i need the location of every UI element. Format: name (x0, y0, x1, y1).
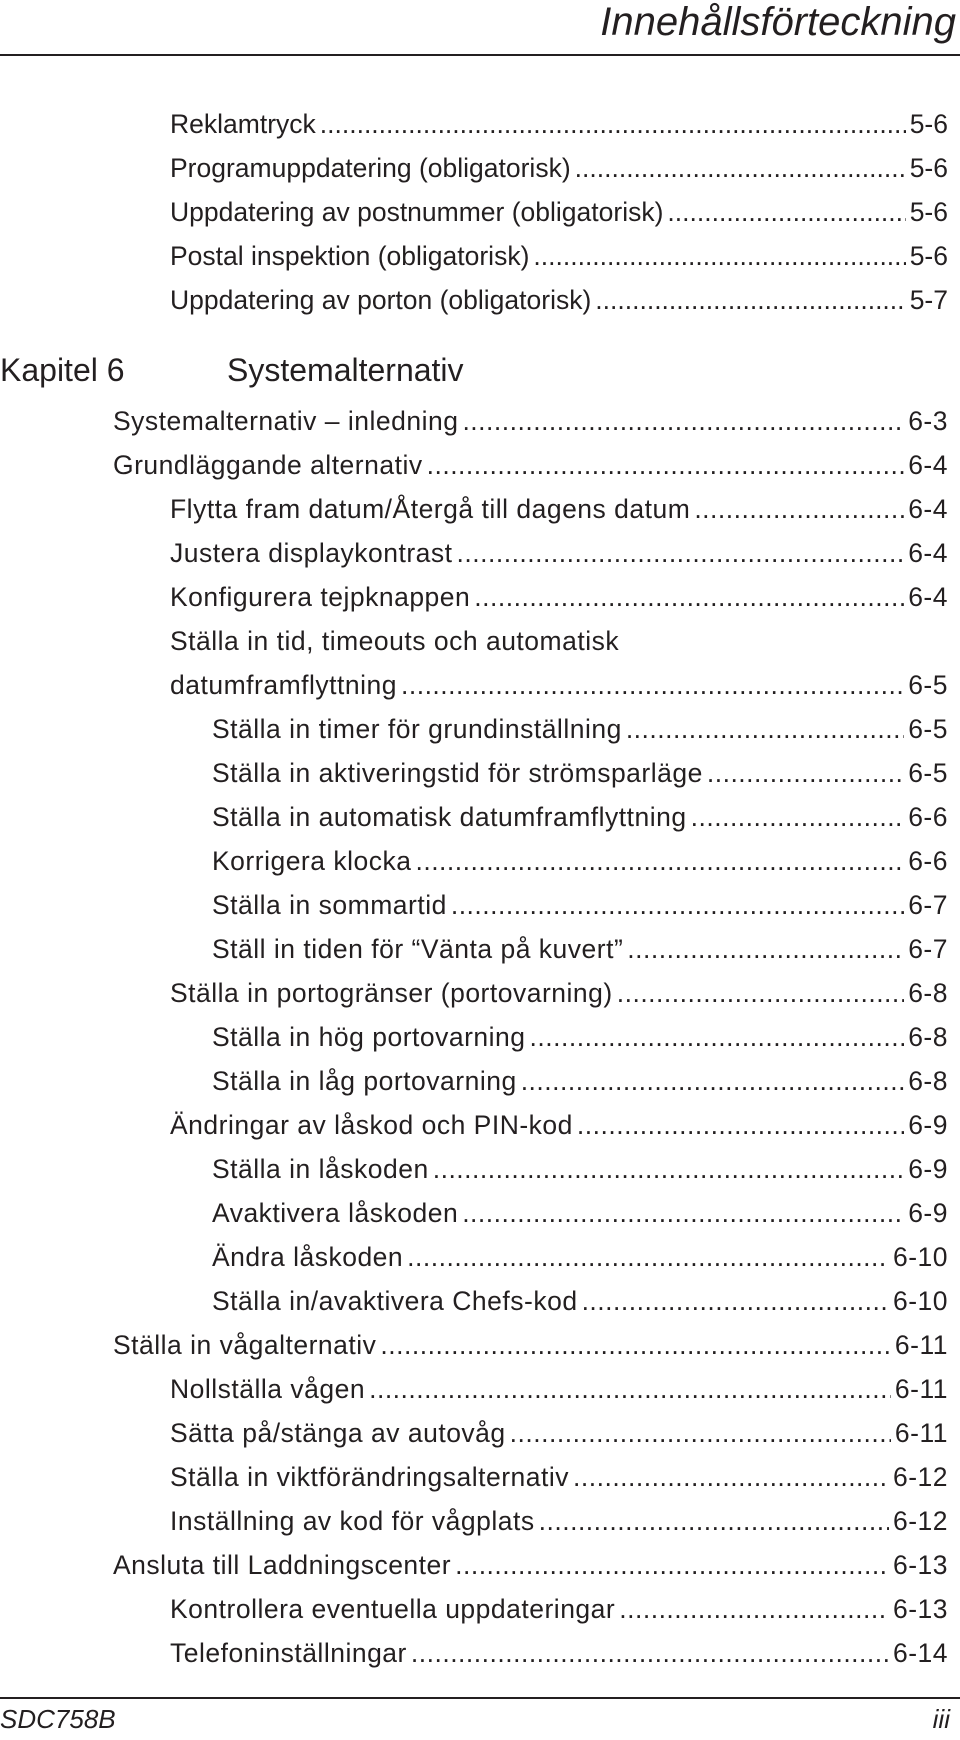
toc-entry[interactable] (212, 841, 948, 881)
toc-entry[interactable] (113, 401, 948, 441)
toc-entry[interactable] (170, 973, 948, 1013)
toc-entry-title: Telefoninställningar (170, 1638, 407, 1668)
toc-entry-title: Ansluta till Laddningscenter (113, 1550, 452, 1580)
toc-leader-dots (380, 1325, 891, 1365)
toc-leader-dots (582, 1281, 889, 1321)
toc-entry[interactable] (170, 1589, 948, 1629)
toc-entry[interactable] (170, 280, 948, 320)
toc-entry[interactable] (212, 753, 948, 793)
toc-entry-page: 6-9 (908, 1198, 948, 1228)
toc-entry-page: 6-7 (908, 934, 948, 964)
toc-entry-title: Ställa in sommartid (212, 890, 447, 920)
toc-leader-dots (626, 709, 904, 749)
toc-entry[interactable] (212, 1281, 948, 1321)
toc-entry-page: 6-11 (894, 1418, 948, 1448)
footer-rule (0, 1697, 960, 1699)
toc-entry[interactable] (170, 1633, 948, 1673)
toc-entry-title: Inställning av kod för vågplats (170, 1506, 535, 1536)
toc-entry-page: 6-4 (908, 582, 948, 612)
toc-leader-dots (691, 797, 905, 837)
toc-entry-page: 5-6 (909, 153, 948, 183)
toc-leader-dots (627, 929, 904, 969)
toc-entry-page: 5-6 (909, 241, 948, 271)
toc-entry-title: Ställa in portogränser (portovarning) (170, 978, 613, 1008)
toc-entry-page: 6-10 (892, 1286, 948, 1316)
toc-leader-dots (320, 104, 906, 144)
toc-entry[interactable] (212, 1061, 948, 1101)
toc-entry[interactable] (170, 104, 948, 144)
toc-leader-dots (533, 236, 905, 276)
toc-entry-page: 6-8 (908, 1022, 948, 1052)
toc-entry[interactable] (212, 929, 948, 969)
toc-entry-page: 6-6 (908, 802, 948, 832)
toc-leader-dots (433, 1149, 904, 1189)
toc-entry-title: datumframflyttning (170, 670, 397, 700)
toc-entry-title: Flytta fram datum/Återgå till dagens datum (170, 494, 691, 524)
toc-entry-title: Programuppdatering (obligatorisk) (170, 153, 571, 183)
toc-entry-title: Nollställa vågen (170, 1374, 366, 1404)
footer-page-number: iii (932, 1704, 950, 1734)
toc-entry[interactable] (212, 885, 948, 925)
toc-entry-page: 6-3 (908, 406, 948, 436)
toc-entry[interactable] (113, 445, 948, 485)
toc-entry-page: 6-11 (894, 1330, 948, 1360)
toc-entry[interactable] (113, 1545, 948, 1585)
toc-entry-page: 6-4 (908, 450, 948, 480)
toc-leader-dots (369, 1369, 891, 1409)
toc-leader-dots (462, 401, 904, 441)
toc-entry-page: 6-11 (894, 1374, 948, 1404)
toc-entry-page: 6-8 (908, 978, 948, 1008)
toc-leader-dots (474, 577, 904, 617)
toc-leader-dots (619, 1589, 889, 1629)
toc-entry-page: 5-6 (909, 109, 948, 139)
toc-entry-page: 6-7 (908, 890, 948, 920)
toc-leader-dots (415, 841, 904, 881)
toc-entry[interactable] (170, 665, 948, 705)
toc-entry[interactable] (170, 1369, 948, 1409)
toc-entry[interactable] (113, 1325, 948, 1365)
toc-leader-dots (457, 533, 905, 573)
toc-entry-title: Ställ in tiden för “Vänta på kuvert” (212, 934, 624, 964)
toc-entry-title: Reklamtryck (170, 109, 316, 139)
toc-entry-page: 6-4 (908, 538, 948, 568)
toc-entry-title: Uppdatering av postnummer (obligatorisk) (170, 197, 664, 227)
toc-entry-page: 6-13 (892, 1594, 948, 1624)
toc-leader-dots (401, 665, 904, 705)
toc-leader-dots (411, 1633, 889, 1673)
toc-entry-title: Ändringar av låskod och PIN-kod (170, 1110, 573, 1140)
toc-entry-page: 6-13 (892, 1550, 948, 1580)
toc-entry-page: 6-4 (908, 494, 948, 524)
toc-entry[interactable] (170, 236, 948, 276)
toc-entry-title: Ställa in låskoden (212, 1154, 429, 1184)
toc-entry-title: Ställa in automatisk datumframflyttning (212, 802, 687, 832)
page-title: Innehållsförteckning (600, 0, 956, 44)
toc-entry-title: Postal inspektion (obligatorisk) (170, 241, 530, 271)
toc-entry-title: Ställa in/avaktivera Chefs-kod (212, 1286, 578, 1316)
toc-entry-page: 6-6 (908, 846, 948, 876)
toc-entry-page: 5-7 (909, 285, 948, 315)
toc-entry[interactable] (170, 1501, 948, 1541)
toc-entry-title: Ställa in viktförändringsalternativ (170, 1462, 569, 1492)
toc-entry-page: 6-5 (908, 670, 948, 700)
toc-entry[interactable] (212, 709, 948, 749)
toc-leader-dots (462, 1193, 904, 1233)
toc-entry[interactable] (212, 1017, 948, 1057)
toc-entry-page: 6-10 (892, 1242, 948, 1272)
toc-entry[interactable] (212, 797, 948, 837)
toc-leader-dots (577, 1105, 904, 1145)
toc-entry-page: 5-6 (909, 197, 948, 227)
toc-entry-title: Ändra låskoden (212, 1242, 404, 1272)
toc-entry-title: Avaktivera låskoden (212, 1198, 459, 1228)
toc-entry[interactable] (170, 577, 948, 617)
toc-entry-page: 6-14 (892, 1638, 948, 1668)
toc-leader-dots (617, 973, 904, 1013)
toc-entry-page: 6-5 (908, 714, 948, 744)
toc-leader-dots (455, 1545, 889, 1585)
toc-entry-page: 6-9 (908, 1110, 948, 1140)
toc-entry-title: Ställa in vågalternativ (113, 1330, 377, 1360)
toc-entry[interactable] (170, 533, 948, 573)
toc-entry-title: Uppdatering av porton (obligatorisk) (170, 285, 592, 315)
toc-entry-page: 6-5 (908, 758, 948, 788)
toc-entry-title-line1: Ställa in tid, timeouts och automatisk (170, 626, 620, 656)
toc-entry-title: Justera displaykontrast (170, 538, 453, 568)
toc-entry-title: Sätta på/stänga av autovåg (170, 1418, 506, 1448)
toc-entry-page: 6-12 (892, 1462, 948, 1492)
toc-entry[interactable] (170, 489, 948, 529)
toc-entry-title: Kontrollera eventuella uppdateringar (170, 1594, 616, 1624)
header-rule (0, 54, 960, 56)
toc-leader-dots (521, 1061, 905, 1101)
toc-leader-dots (427, 445, 905, 485)
toc-leader-dots (667, 192, 905, 232)
toc-entry-title: Ställa in låg portovarning (212, 1066, 517, 1096)
toc-entry[interactable] (212, 1193, 948, 1233)
toc-leader-dots (451, 885, 904, 925)
toc-entry[interactable] (170, 192, 948, 232)
toc-entry-title: Ställa in aktiveringstid för strömsparläge (212, 758, 703, 788)
toc-leader-dots (510, 1413, 891, 1453)
footer-doc-id: SDC758B (0, 1704, 116, 1734)
toc-entry[interactable] (170, 1413, 948, 1453)
toc-entry-title: Ställa in timer för grundinställning (212, 714, 622, 744)
toc-entry-title: Systemalternativ – inledning (113, 406, 459, 436)
toc-entry-page: 6-8 (908, 1066, 948, 1096)
toc-leader-dots (539, 1501, 889, 1541)
toc-entry-title: Ställa in hög portovarning (212, 1022, 526, 1052)
toc-entry[interactable] (170, 1105, 948, 1145)
toc-entry[interactable] (170, 148, 948, 188)
toc-entry-page: 6-12 (892, 1506, 948, 1536)
toc-entry-title: Konfigurera tejpknappen (170, 582, 471, 612)
toc-leader-dots (575, 148, 906, 188)
toc-entry[interactable] (212, 1149, 948, 1189)
toc-entry-page: 6-9 (908, 1154, 948, 1184)
toc-leader-dots (573, 1457, 889, 1497)
toc-leader-dots (595, 280, 905, 320)
toc-leader-dots (694, 489, 904, 529)
toc-entry-title: Grundläggande alternativ (113, 450, 423, 480)
toc-entry-title: Korrigera klocka (212, 846, 412, 876)
toc-leader-dots (707, 753, 904, 793)
toc-leader-dots (407, 1237, 889, 1277)
chapter-title: Systemalternativ (227, 352, 464, 388)
toc-leader-dots (530, 1017, 905, 1057)
toc-entry[interactable] (170, 1457, 948, 1497)
toc-entry[interactable] (212, 1237, 948, 1277)
chapter-label: Kapitel 6 (0, 352, 125, 388)
